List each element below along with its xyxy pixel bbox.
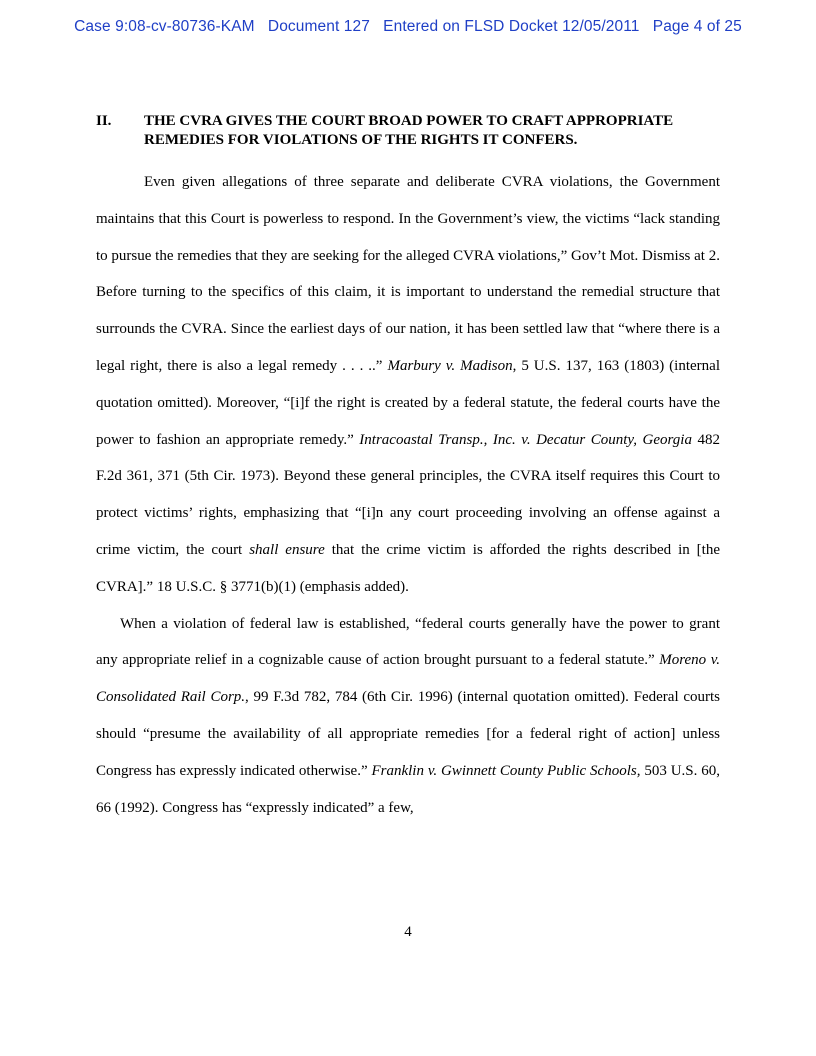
paragraph-1 xyxy=(96,164,720,606)
section-number: II. xyxy=(96,113,112,129)
paragraph-2 xyxy=(96,606,720,827)
p2-text-1: When a violation of federal law is established, “federal courts generally have the power to grant any appropriate relief in a cognizable cause of action brought pursuant to a federal statute.” xyxy=(96,615,720,669)
stamp-entered: Entered on FLSD Docket 12/05/2011 xyxy=(383,18,640,35)
p2-citation-moreno: Moreno v. Consolidated Rail Corp. xyxy=(96,652,720,706)
section-heading xyxy=(96,112,720,150)
section-title: THE CVRA GIVES THE COURT BROAD POWER TO CRAFT APPROPRIATE REMEDIES FOR VIOLATIONS OF THE RIGHTS IT CONFERS. xyxy=(144,113,674,148)
p1-emphasis: shall ensure xyxy=(249,541,325,558)
p1-text-4: that the crime victim is afforded the rights described in [the CVRA].” 18 U.S.C. § 3771(b)(1) (emphasis added). xyxy=(96,541,721,595)
p2-citation-franklin: Franklin v. Gwinnett County Public Schools, xyxy=(371,762,641,779)
stamp-page: Page 4 of 25 xyxy=(652,18,742,35)
p2-text-3: 503 U.S. 60, 66 (1992). Congress has “expressly indicated” a few, xyxy=(96,762,720,816)
p1-text-3: 482 F.2d 361, 371 (5th Cir. 1973). Beyond these general principles, the CVRA itself requires this Court to protect victims’ rights, emphasizing that “[i]n any court proceeding involving an offense against a crime victim, the court xyxy=(96,431,721,558)
stamp-case: Case 9:08-cv-80736-KAM xyxy=(74,18,255,35)
document-body xyxy=(96,112,720,826)
docket-stamp xyxy=(0,18,816,36)
page-number: 4 xyxy=(404,924,412,940)
p2-text-2: , 99 F.3d 782, 784 (6th Cir. 1996) (internal quotation omitted). Federal courts should “presume the availability of all appropriate remedies [for a federal right of action] unless Congress has expressly indicated otherwise.” xyxy=(96,689,721,779)
p1-citation-intracoastal: Intracoastal Transp., Inc. v. Decatur County, Georgia xyxy=(359,431,692,448)
p1-text-2: , 5 U.S. 137, 163 (1803) (internal quotation omitted). Moreover, “[i]f the right is created by a federal statute, the federal courts have the power to fashion an appropriate remedy.” xyxy=(96,357,720,448)
p1-citation-marbury: Marbury v. Madison xyxy=(387,357,513,374)
p1-text-1: Even given allegations of three separate and deliberate CVRA violations, the Government maintains that this Court is powerless to respond. In the Government’s view, the victims “lack standing to pursue the remedies that they are seeking for the alleged CVRA violations,” Gov’t Mot. Dismiss at 2. Before turning to the specifics of this claim, it is important to understand the remedial structure that surrounds the CVRA. Since the earliest days of our nation, it has been settled law that “where there is a legal right, there is also a legal remedy . . . ..” xyxy=(96,174,720,374)
stamp-document: Document 127 xyxy=(267,18,370,35)
